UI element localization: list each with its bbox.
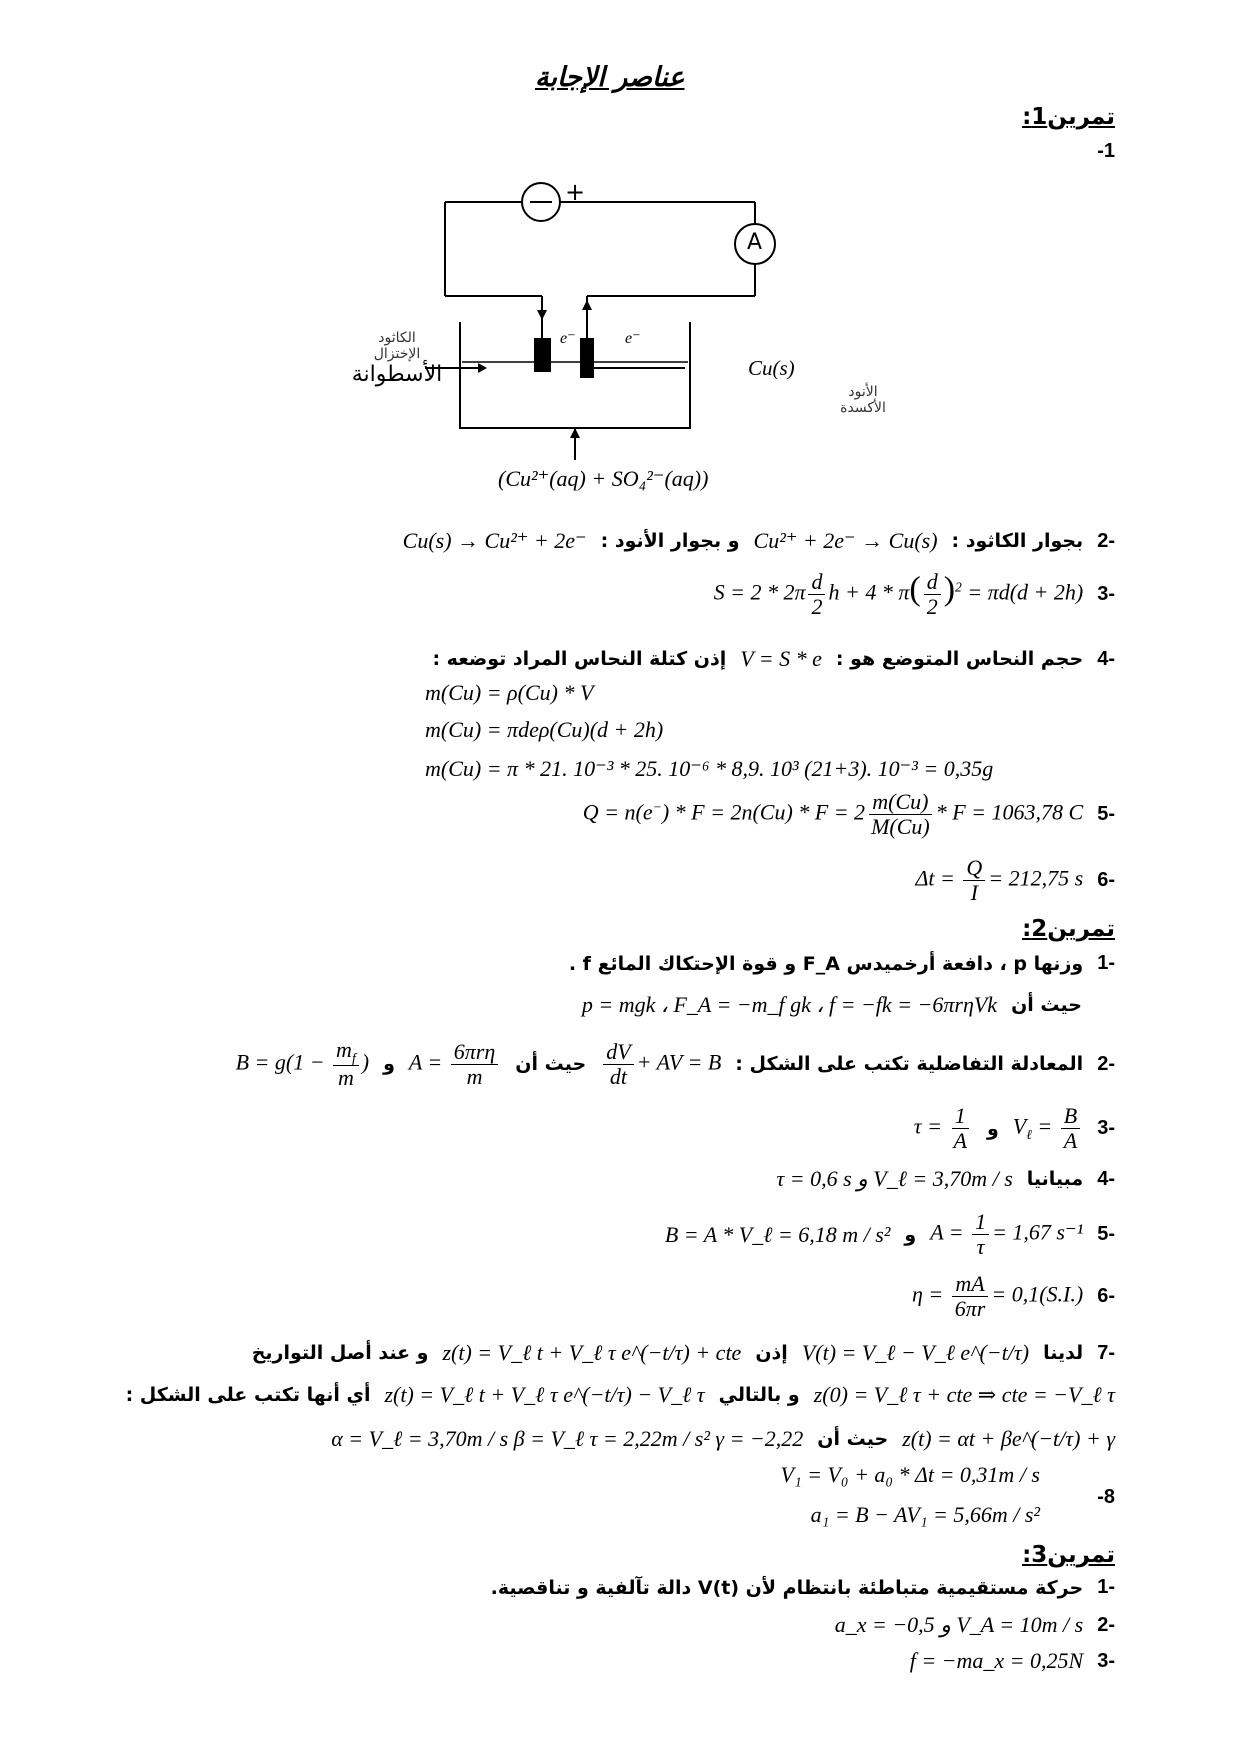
limit-velocity-formula: $V_\ell$ = $\frac{B}{A}$ (1013, 1104, 1083, 1153)
ex1-q4-mass-eq-3: m(Cu) = π * 21. 10⁻³ * 25. 10⁻⁶ * 8,9. 10³ (21+3). 10⁻³ = 0,35g (425, 756, 994, 781)
a-value-formula: A = $\frac{1}{\tau}$ = 1,67 s⁻¹ (930, 1209, 1084, 1260)
ammeter-label: A (747, 230, 763, 255)
ex1-q6-line: -6 Δt = $\frac{Q}{I}$ = 212,75 s (915, 855, 1115, 906)
ex3-q2-line: -2 V_A = 10m / s و a_x = −0,5 (834, 1612, 1115, 1637)
ex2-q1-line: -1 وزنها p ، دافعة أرخميدس F_A و قوة الإحتكاك المائع f . (568, 952, 1115, 975)
ex2-q2-line: -2 المعادلة التفاضلية تكتب على الشكل : $\frac{dV}{dt}$ + AV = B حيث أن A = $\frac{\text{6πrη}}{m}$ و B = g(1 − $\frac{m_f}{m}$ ) (235, 1037, 1115, 1091)
ex3-q1-line: -1 حركة مستقيمية متباطئة بانتظام لأن V(t) دالة تآلفية و تناقصية. (490, 1576, 1115, 1599)
ex2-q5-line: -5 A = $\frac{1}{\tau}$ = 1,67 s⁻¹ و B = A * V_ℓ = 6,18 m / s² (664, 1209, 1115, 1260)
ex2-q8-number: -8 (1097, 1486, 1115, 1508)
generator-plus-sign: + (565, 178, 586, 206)
exercise-2-heading: تمرين2: (1022, 916, 1115, 942)
ex2-q3-line: -3 $V_\ell$ = $\frac{B}{A}$ و τ = $\frac{1}{A}$ (913, 1103, 1115, 1154)
ex1-q1-number: -1 (1097, 140, 1115, 162)
anode-label: الأنود الأكسدة (840, 384, 886, 416)
page-title: عناصر الإجابة (535, 62, 685, 93)
ex2-q4-line: -4 مبيانيا V_ℓ = 3,70m / s و τ = 0,6 s (776, 1166, 1115, 1191)
electrolyte-label: (Cu²⁺(aq) + SO₄²⁻(aq)) (498, 466, 709, 491)
ex2-q6-line: -6 η = $\frac{mA}{6\pi r}$ = 0,1(S.I.) (912, 1271, 1115, 1322)
coefficient-a-formula: A = $\frac{\text{6πrη}}{m}$ (409, 1040, 501, 1089)
exercise-3-heading: تمرين3: (1022, 1542, 1115, 1568)
duration-formula: Δt = $\frac{Q}{I}$ = 212,75 s (915, 855, 1084, 906)
differential-equation: $\frac{dV}{dt}$ + AV = B (600, 1040, 721, 1089)
time-constant-formula: τ = $\frac{1}{A}$ (913, 1103, 967, 1154)
ex1-q2-line: -2 بجوار الكاثود : Cu²⁺ + 2e⁻ → Cu(s) و بجوار الأنود : Cu(s) → Cu²⁺ + 2e⁻ (402, 528, 1115, 553)
ex1-q4-mass-eq-2: m(Cu) = πdeρ(Cu)(d + 2h) (425, 717, 664, 742)
electron-label-right: e⁻ (625, 330, 641, 347)
ex2-q7-line: -7 لدينا V(t) = V_ℓ − V_ℓ e^(−t/τ) إذن z(t) = V_ℓ t + V_ℓ τ e^(−t/τ) + cte و عند أصل التواريخ (251, 1340, 1115, 1365)
ex2-q7-line-3: z(t) = αt + βe^(−t/τ) + γ حيث أن α = V_ℓ = 3,70m / s β = V_ℓ τ = 2,22m / s² γ = −2,22 (331, 1426, 1115, 1451)
ex2-q7-line-2: z(0) = V_ℓ τ + cte ⇒ cte = −V_ℓ τ و بالتالي z(t) = V_ℓ t + V_ℓ τ e^(−t/τ) − V_ℓ τ أي أنها تكتب على الشكل : (125, 1382, 1115, 1407)
exercise-1-heading: تمرين1: (1022, 104, 1115, 130)
electron-label-left: e⁻ (560, 330, 576, 347)
ex1-q5-line: -5 Q = n(e−) * F = 2n(Cu) * F = 2 $\frac{m(Cu)}{M(Cu)}$ * F = 1063,78 C (582, 789, 1115, 840)
ex1-q4-line: -4 حجم النحاس المتوضع هو : V = S * e إذن كتلة النحاس المراد توضعه : (432, 646, 1115, 671)
cu-solid-label: Cu(s) (748, 356, 795, 380)
ex1-q3-line: -3 S = 2 * 2π $\frac{d}{2}$ h + 4 * π( $\frac{d}{2}$ )$^2$ = πd(d + 2h) (713, 569, 1115, 620)
ex2-q1-forces-line: حيث أن p = mgk ، F_A = −m_f gk ، f = −fk = −6πrηVk (581, 992, 1082, 1017)
ex3-q3-line: -3 f = −ma_x = 0,25N (909, 1648, 1115, 1673)
ex2-q8-acceleration-eq: a₁ = B − AV₁ = 5,66m / s² (810, 1502, 1040, 1527)
charge-formula: Q = n(e−) * F = 2n(Cu) * F = 2 $\frac{m(Cu)}{M(Cu)}$ * F = 1063,78 C (582, 789, 1084, 840)
viscosity-formula: η = $\frac{mA}{6\pi r}$ = 0,1(S.I.) (912, 1271, 1084, 1322)
cathode-label: الكاثود الإختزال الأسطوانة (351, 330, 443, 387)
ex2-q8-velocity-eq: V₁ = V₀ + a₀ * Δt = 0,31m / s (780, 1462, 1040, 1487)
ex1-q4-mass-eq-1: m(Cu) = ρ(Cu) * V (425, 680, 594, 705)
coefficient-b-formula: B = g(1 − $\frac{m_f}{m}$ ) (235, 1037, 370, 1091)
surface-area-formula: S = 2 * 2π $\frac{d}{2}$ h + 4 * π( $\frac{d}{2}$ )$^2$ = πd(d + 2h) (713, 569, 1084, 620)
